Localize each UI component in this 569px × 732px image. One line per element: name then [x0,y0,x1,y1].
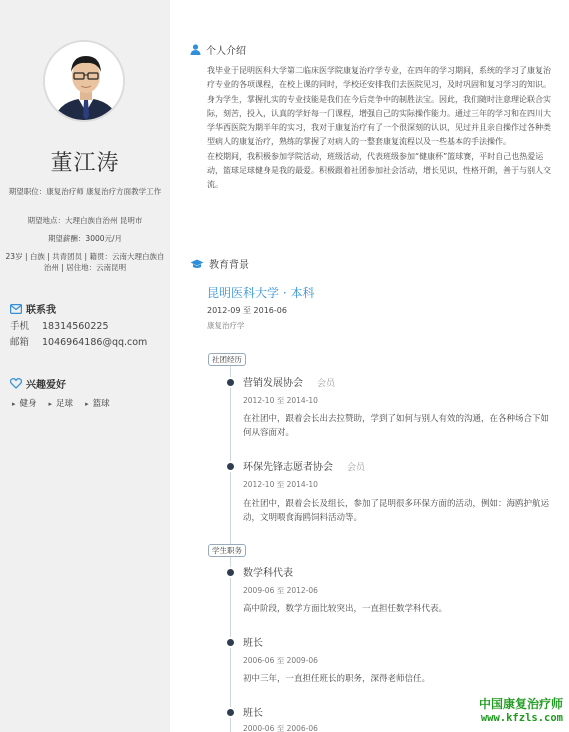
hobby-item: ▸ 篮球 [85,397,110,409]
phone-value[interactable]: 18314560225 [42,321,109,332]
timeline-item-title [243,374,335,389]
timeline-dot [225,377,236,388]
timeline-item-title [243,458,365,473]
timeline-item-desc: 初中三年，一直担任班长的职务，深得老师信任。 [243,674,431,684]
timeline-item-title: 数学科代表 [243,568,293,579]
timeline-dot [225,637,236,648]
expected-location: 期望地点：大理白族自治州 昆明市 [27,216,143,225]
timeline-item-date: 2006-06 至 2009-06 [243,656,318,665]
timeline-item-date: 2012-10 至 2014-10 [243,480,318,489]
club-name: 营销发展协会 [243,378,303,389]
email-row [10,334,147,348]
timeline-tag-clubs: 社团经历 [208,353,246,366]
hobby-item: ▸ 足球 [49,397,74,409]
expected-salary: 期望薪酬：3000元/月 [47,234,123,243]
sidebar [0,0,170,732]
club-name: 环保先锋志愿者协会 [243,462,333,473]
intro-heading [190,42,246,57]
timeline-item-desc: 在社团中，跟着会长及组长，参加了昆明很多环保方面的活动，例如：海鸥护航运动，文明喂食海鸥饲料活动等。 [243,499,550,523]
intro-text [207,64,552,193]
hobbies-heading-label: 兴趣爱好 [26,380,66,391]
personal-info: 23岁 | 白族 | 共青团员 | 籍贯：云南大理白族自治州 | 居住地：云南昆明 [5,252,165,272]
contact-heading-label: 联系我 [26,305,56,316]
phone-row [10,318,109,332]
watermark-line-1: 中国康复治疗师 [478,697,563,711]
school-major: 康复治疗学 [207,321,245,330]
timeline-item-date: 2012-10 至 2014-10 [243,396,318,405]
email-label: 邮箱 [10,337,30,348]
graduation-cap-icon [190,259,204,269]
candidate-name: 董江涛 [50,151,120,176]
timeline-dot [225,707,236,718]
intro-paragraph-1: 我毕业于昆明医科大学第二临床医学院康复治疗学专业，在四年的学习期间，系统的学习了康复治疗专业的各项课程，在校上课的同时，学校还安排我们去医院见习，及时巩固和复习学习的知识。身为学生，掌握扎实的专业技能是我们在今后竞争中的制胜法宝。因此，我们随时注意理论联合实际，刻苦，投入，认真的学好每一门课程，增强自己的实际操作能力。通过三年的学习和在四川大学华西医院为期半年的实习，我对于康复治疗有了一个很深刻的认识，见过并且亲自操作过各种类型病人的康复治疗，熟练的掌握了对病人的一整套康复流程以及一些基本的手法操作。 [207,66,551,147]
school-name[interactable]: 昆明医科大学 · 本科 [207,286,315,300]
mail-icon [10,304,22,314]
timeline-dot [225,461,236,472]
timeline-dot [225,567,236,578]
education-heading [190,256,249,271]
timeline-tag-student: 学生职务 [208,544,246,557]
heart-icon [10,378,22,389]
hobby-item: ▸ 健身 [12,397,37,409]
education-heading-label: 教育背景 [209,260,249,271]
hobbies-list [12,397,110,409]
email-value[interactable]: 1046964186@qq.com [42,337,148,348]
avatar [43,40,125,122]
avatar-photo [45,42,125,122]
timeline-item-date: 2000-06 至 2006-06 [243,724,318,732]
watermark-line-2[interactable]: www.kfzls.com [480,712,563,724]
intro-paragraph-2: 在校期间，我积极参加学院活动，班级活动，代表班级参加“健康杯”篮球赛，平时自己也热爱运动，篮球足球健身是我的最爱。积极跟着社团参加社会活动，增长见识，性格开朗，善于与别人交流。 [207,151,551,190]
phone-label: 手机 [10,321,30,332]
timeline-item-title: 班长 [243,708,263,719]
contact-heading [10,301,56,316]
hobbies-heading [10,376,66,391]
club-role: 会员 [317,379,336,389]
timeline-item-title: 班长 [243,638,263,649]
intro-heading-label: 个人介绍 [206,46,246,57]
expected-position: 期望职位：康复治疗师 康复治疗方面教学工作 [8,187,162,196]
user-icon [190,44,201,55]
timeline-item-date: 2009-06 至 2012-06 [243,586,318,595]
school-date: 2012-09 至 2016-06 [207,306,287,315]
site-watermark [479,697,563,725]
timeline-item-desc: 高中阶段，数学方面比较突出，一直担任数学科代表。 [243,604,448,614]
timeline-item-desc: 在社团中，跟着会长出去拉赞助，学到了如何与别人有效的沟通，在各种场合下如何从容面对。 [243,414,550,438]
club-role: 会员 [347,463,366,473]
